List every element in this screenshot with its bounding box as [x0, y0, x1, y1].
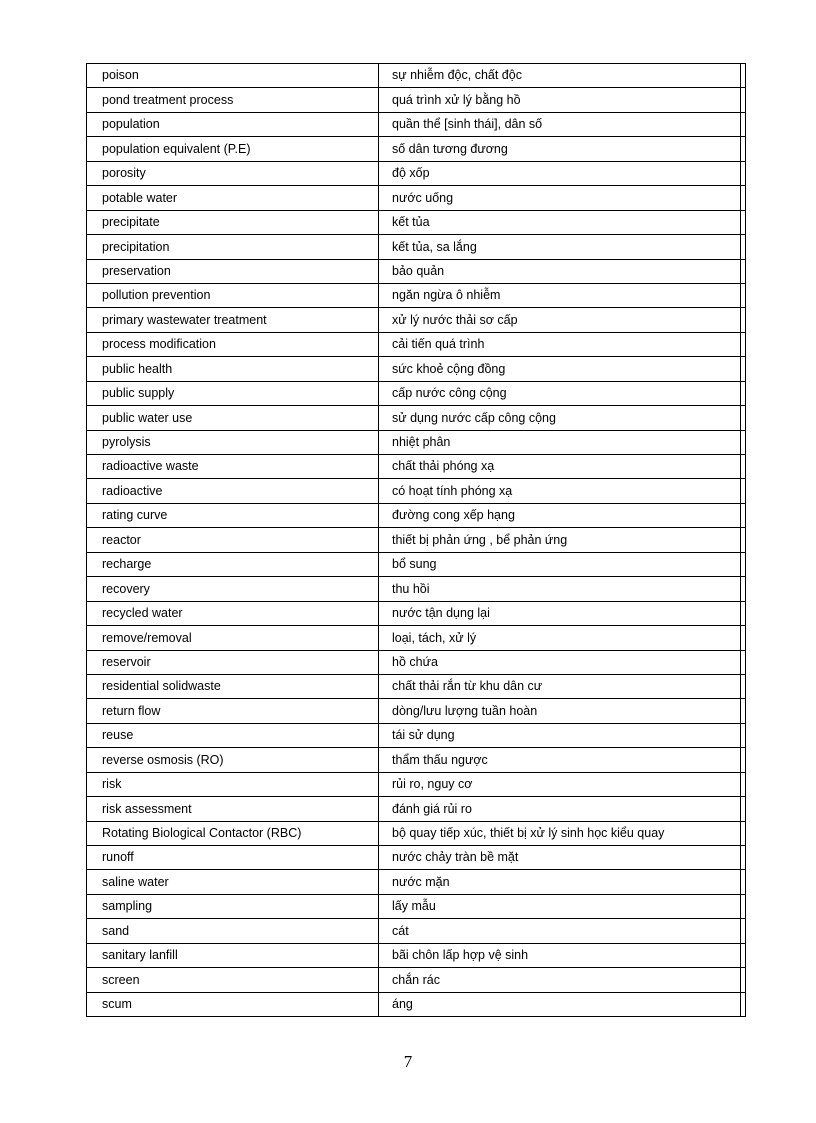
glossary-row	[87, 161, 746, 185]
glossary-row	[87, 528, 746, 552]
glossary-row	[87, 601, 746, 625]
glossary-row	[87, 968, 746, 992]
term-english: residential solidwaste	[87, 674, 379, 698]
term-english: population	[87, 112, 379, 136]
glossary-row	[87, 723, 746, 747]
term-vietnamese: bảo quản	[379, 259, 741, 283]
term-vietnamese: độ xốp	[379, 161, 741, 185]
term-english: runoff	[87, 846, 379, 870]
term-english: precipitate	[87, 210, 379, 234]
glossary-row	[87, 943, 746, 967]
table-edge-column	[741, 210, 746, 234]
table-edge-column	[741, 528, 746, 552]
term-vietnamese: bãi chôn lấp hợp vệ sinh	[379, 943, 741, 967]
table-edge-column	[741, 968, 746, 992]
glossary-row	[87, 699, 746, 723]
glossary-row	[87, 748, 746, 772]
term-english: sanitary lanfill	[87, 943, 379, 967]
term-vietnamese: tái sử dụng	[379, 723, 741, 747]
term-english: reactor	[87, 528, 379, 552]
term-vietnamese: nước tận dụng lại	[379, 601, 741, 625]
term-vietnamese: chất thải rắn từ khu dân cư	[379, 674, 741, 698]
term-english: scum	[87, 992, 379, 1016]
table-edge-column	[741, 894, 746, 918]
term-vietnamese: áng	[379, 992, 741, 1016]
table-edge-column	[741, 674, 746, 698]
table-edge-column	[741, 406, 746, 430]
glossary-row	[87, 894, 746, 918]
table-edge-column	[741, 577, 746, 601]
term-vietnamese: nước uống	[379, 186, 741, 210]
term-english: pyrolysis	[87, 430, 379, 454]
term-english: porosity	[87, 161, 379, 185]
glossary-row	[87, 235, 746, 259]
term-english: recycled water	[87, 601, 379, 625]
table-edge-column	[741, 943, 746, 967]
glossary-row	[87, 479, 746, 503]
table-edge-column	[741, 186, 746, 210]
glossary-row	[87, 626, 746, 650]
glossary-row	[87, 846, 746, 870]
glossary-row	[87, 406, 746, 430]
glossary-row	[87, 332, 746, 356]
term-vietnamese: có hoạt tính phóng xạ	[379, 479, 741, 503]
glossary-row	[87, 503, 746, 527]
glossary-row	[87, 821, 746, 845]
term-vietnamese: số dân tương đương	[379, 137, 741, 161]
table-edge-column	[741, 870, 746, 894]
term-english: reservoir	[87, 650, 379, 674]
term-vietnamese: chất thải phóng xạ	[379, 455, 741, 479]
glossary-row	[87, 283, 746, 307]
table-edge-column	[741, 992, 746, 1016]
term-vietnamese: sức khoẻ cộng đồng	[379, 357, 741, 381]
term-vietnamese: quần thể [sinh thái], dân số	[379, 112, 741, 136]
glossary-row	[87, 88, 746, 112]
term-vietnamese: lấy mẫu	[379, 894, 741, 918]
term-english: process modification	[87, 332, 379, 356]
glossary-body	[87, 64, 746, 1017]
term-english: screen	[87, 968, 379, 992]
table-edge-column	[741, 235, 746, 259]
term-vietnamese: loại, tách, xử lý	[379, 626, 741, 650]
term-vietnamese: sự nhiễm độc, chất độc	[379, 64, 741, 88]
term-vietnamese: bộ quay tiếp xúc, thiết bị xử lý sinh học kiểu quay	[379, 821, 741, 845]
glossary-row	[87, 357, 746, 381]
term-english: precipitation	[87, 235, 379, 259]
term-english: radioactive waste	[87, 455, 379, 479]
table-edge-column	[741, 748, 746, 772]
term-vietnamese: rủi ro, nguy cơ	[379, 772, 741, 796]
term-vietnamese: kết tủa	[379, 210, 741, 234]
term-english: rating curve	[87, 503, 379, 527]
term-vietnamese: cấp nước công cộng	[379, 381, 741, 405]
table-edge-column	[741, 503, 746, 527]
term-vietnamese: thẩm thấu ngược	[379, 748, 741, 772]
term-vietnamese: bổ sung	[379, 552, 741, 576]
glossary-row	[87, 919, 746, 943]
term-english: risk assessment	[87, 797, 379, 821]
glossary-row	[87, 186, 746, 210]
table-edge-column	[741, 259, 746, 283]
term-vietnamese: kết tủa, sa lắng	[379, 235, 741, 259]
term-english: pond treatment process	[87, 88, 379, 112]
table-edge-column	[741, 64, 746, 88]
term-english: reuse	[87, 723, 379, 747]
table-edge-column	[741, 797, 746, 821]
term-english: remove/removal	[87, 626, 379, 650]
term-english: sand	[87, 919, 379, 943]
term-english: public health	[87, 357, 379, 381]
glossary-row	[87, 430, 746, 454]
glossary-row	[87, 64, 746, 88]
table-edge-column	[741, 919, 746, 943]
glossary-row	[87, 137, 746, 161]
term-english: poison	[87, 64, 379, 88]
term-english: primary wastewater treatment	[87, 308, 379, 332]
glossary-row	[87, 112, 746, 136]
table-edge-column	[741, 161, 746, 185]
term-vietnamese: đường cong xếp hạng	[379, 503, 741, 527]
term-english: preservation	[87, 259, 379, 283]
glossary-row	[87, 650, 746, 674]
term-vietnamese: cải tiến quá trình	[379, 332, 741, 356]
term-english: public water use	[87, 406, 379, 430]
term-english: sampling	[87, 894, 379, 918]
term-english: reverse osmosis (RO)	[87, 748, 379, 772]
term-english: radioactive	[87, 479, 379, 503]
table-edge-column	[741, 626, 746, 650]
term-vietnamese: đánh giá rủi ro	[379, 797, 741, 821]
term-english: population equivalent (P.E)	[87, 137, 379, 161]
term-vietnamese: sử dụng nước cấp công cộng	[379, 406, 741, 430]
term-english: public supply	[87, 381, 379, 405]
term-vietnamese: cát	[379, 919, 741, 943]
term-english: Rotating Biological Contactor (RBC)	[87, 821, 379, 845]
table-edge-column	[741, 357, 746, 381]
glossary-row	[87, 308, 746, 332]
term-english: pollution prevention	[87, 283, 379, 307]
term-vietnamese: nước mặn	[379, 870, 741, 894]
term-vietnamese: nước chảy tràn bề mặt	[379, 846, 741, 870]
term-vietnamese: xử lý nước thải sơ cấp	[379, 308, 741, 332]
table-edge-column	[741, 821, 746, 845]
table-edge-column	[741, 381, 746, 405]
glossary-row	[87, 455, 746, 479]
glossary-row	[87, 210, 746, 234]
table-edge-column	[741, 846, 746, 870]
term-english: potable water	[87, 186, 379, 210]
term-vietnamese: thiết bị phản ứng , bể phản ứng	[379, 528, 741, 552]
glossary-row	[87, 552, 746, 576]
term-english: return flow	[87, 699, 379, 723]
term-vietnamese: thu hồi	[379, 577, 741, 601]
glossary-row	[87, 259, 746, 283]
table-edge-column	[741, 601, 746, 625]
table-edge-column	[741, 308, 746, 332]
table-edge-column	[741, 699, 746, 723]
table-edge-column	[741, 112, 746, 136]
term-english: recovery	[87, 577, 379, 601]
table-edge-column	[741, 455, 746, 479]
glossary-row	[87, 674, 746, 698]
term-english: risk	[87, 772, 379, 796]
glossary-table	[86, 63, 746, 1017]
term-vietnamese: hồ chứa	[379, 650, 741, 674]
glossary-row	[87, 870, 746, 894]
table-edge-column	[741, 283, 746, 307]
table-edge-column	[741, 430, 746, 454]
table-edge-column	[741, 723, 746, 747]
glossary-row	[87, 797, 746, 821]
glossary-row	[87, 577, 746, 601]
table-edge-column	[741, 772, 746, 796]
page-number: 7	[403, 1052, 413, 1071]
term-vietnamese: quá trình xử lý bằng hồ	[379, 88, 741, 112]
table-edge-column	[741, 552, 746, 576]
term-vietnamese: ngăn ngừa ô nhiễm	[379, 283, 741, 307]
table-edge-column	[741, 137, 746, 161]
table-edge-column	[741, 650, 746, 674]
table-edge-column	[741, 332, 746, 356]
term-vietnamese: dòng/lưu lượng tuần hoàn	[379, 699, 741, 723]
term-vietnamese: nhiệt phân	[379, 430, 741, 454]
term-english: saline water	[87, 870, 379, 894]
term-vietnamese: chắn rác	[379, 968, 741, 992]
table-edge-column	[741, 479, 746, 503]
table-edge-column	[741, 88, 746, 112]
glossary-row	[87, 772, 746, 796]
glossary-row	[87, 381, 746, 405]
glossary-row	[87, 992, 746, 1016]
term-english: recharge	[87, 552, 379, 576]
